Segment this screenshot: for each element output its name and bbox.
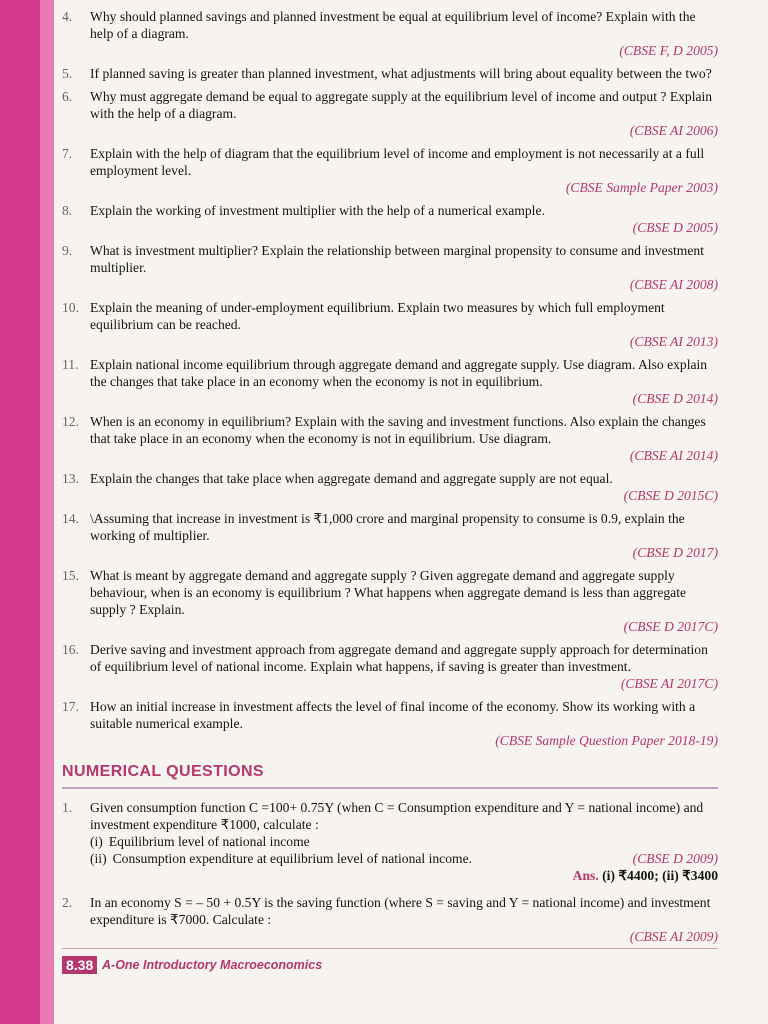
question-item xyxy=(62,65,718,82)
page-color-strip xyxy=(40,0,54,1024)
exam-reference: (CBSE D 2009) xyxy=(632,851,718,866)
question-text: Explain the working of investment multiplier with the help of a numerical example. xyxy=(90,203,545,218)
question-item xyxy=(62,8,718,59)
question-item xyxy=(62,88,718,139)
question-text: Given consumption function C =100+ 0.75Y (when C = Consumption expenditure and Y = national income) and investment expenditure ₹1000, calculate : xyxy=(90,800,704,832)
question-text: What is meant by aggregate demand and aggregate supply ? Given aggregate demand and aggregate supply behaviour, when is an economy is equilibrium ? What happens when aggregate demand is less than aggregate supply ? Explain. xyxy=(90,568,687,617)
question-text: Derive saving and investment approach from aggregate demand and aggregate supply approach for determination of equilibrium level of national income. Explain what happens, if saving is greater than investment. xyxy=(90,642,708,674)
question-list xyxy=(62,8,718,749)
page-content xyxy=(62,8,718,945)
sub-question-1 xyxy=(90,833,718,850)
page-number: 8.38 xyxy=(62,956,97,974)
question-text: Why should planned savings and planned investment be equal at equilibrium level of income? Explain with the help of a diagram. xyxy=(90,9,696,41)
sub-question-text: Equilibrium level of national income xyxy=(108,834,310,849)
question-item xyxy=(62,242,718,293)
sub-question-number: (i) xyxy=(90,834,103,849)
numerical-question-2 xyxy=(62,894,718,945)
exam-reference: (CBSE AI 2009) xyxy=(629,929,718,944)
question-number: 16. xyxy=(62,642,79,657)
question-number: 14. xyxy=(62,511,79,526)
question-text: Explain the meaning of under-employment equilibrium. Explain two measures by which full employment equilibrium can be reached. xyxy=(90,300,665,332)
question-item xyxy=(62,567,718,635)
question-text: Explain national income equilibrium through aggregate demand and aggregate supply. Use diagram. Also explain the changes that take place in an economy when the economy is not in equilibrium. xyxy=(90,357,708,389)
exam-reference: (CBSE Sample Paper 2003) xyxy=(565,180,718,195)
question-text: How an initial increase in investment affects the level of final income of the economy. Show its working with a suitable numerical example. xyxy=(90,699,696,731)
exam-reference: (CBSE Sample Question Paper 2018-19) xyxy=(495,733,718,748)
question-text: When is an economy in equilibrium? Explain with the saving and investment functions. Also explain the changes that take place in an economy when the economy is not in equilibrium. Use diagram. xyxy=(90,414,706,446)
question-item xyxy=(62,510,718,561)
question-number: 11. xyxy=(62,357,79,372)
question-number: 13. xyxy=(62,471,79,486)
numerical-question-1 xyxy=(62,799,718,884)
question-text: Explain the changes that take place when aggregate demand and aggregate supply are not equal. xyxy=(90,471,613,486)
question-number: 1. xyxy=(62,800,73,815)
exam-reference: (CBSE D 2015C) xyxy=(623,488,718,503)
question-item xyxy=(62,698,718,749)
question-item xyxy=(62,145,718,196)
exam-reference: (CBSE D 2017) xyxy=(632,545,718,560)
question-item xyxy=(62,356,718,407)
answer-label: Ans. xyxy=(572,868,599,883)
exam-reference: (CBSE D 2014) xyxy=(632,391,718,406)
answer-text: (i) ₹4400; (ii) ₹3400 xyxy=(602,868,718,883)
question-text: Explain with the help of diagram that the equilibrium level of income and employment is not necessarily at a full employment level. xyxy=(90,146,705,178)
question-number: 6. xyxy=(62,89,73,104)
exam-reference: (CBSE AI 2008) xyxy=(629,277,718,292)
question-number: 4. xyxy=(62,9,73,24)
question-text: If planned saving is greater than planned investment, what adjustments will bring about equality between the two? xyxy=(90,66,712,81)
question-item xyxy=(62,470,718,504)
question-number: 12. xyxy=(62,414,79,429)
exam-reference: (CBSE AI 2006) xyxy=(629,123,718,138)
question-item xyxy=(62,641,718,692)
question-item xyxy=(62,202,718,236)
question-number: 15. xyxy=(62,568,79,583)
question-text: \Assuming that increase in investment is ₹1,000 crore and marginal propensity to consume is 0.9, explain the working of multiplier. xyxy=(90,511,685,543)
section-heading-numerical: NUMERICAL QUESTIONS xyxy=(62,763,718,789)
question-number: 17. xyxy=(62,699,79,714)
question-number: 5. xyxy=(62,66,73,81)
question-text: Why must aggregate demand be equal to aggregate supply at the equilibrium level of income and output ? Explain with the help of a diagram. xyxy=(90,89,713,121)
question-item xyxy=(62,299,718,350)
sub-question-text: Consumption expenditure at equilibrium level of national income. xyxy=(112,851,473,866)
question-number: 10. xyxy=(62,300,79,315)
question-number: 8. xyxy=(62,203,73,218)
exam-reference: (CBSE AI 2017C) xyxy=(620,676,718,691)
sub-question-number: (ii) xyxy=(90,851,107,866)
sub-question-2 xyxy=(90,850,718,867)
exam-reference: (CBSE AI 2014) xyxy=(629,448,718,463)
book-title: A-One Introductory Macroeconomics xyxy=(102,958,323,972)
question-text: What is investment multiplier? Explain the relationship between marginal propensity to consume and investment multiplier. xyxy=(90,243,704,275)
exam-reference: (CBSE F, D 2005) xyxy=(619,43,718,58)
exam-reference: (CBSE D 2017C) xyxy=(623,619,718,634)
question-item xyxy=(62,413,718,464)
footer-rule xyxy=(62,948,718,949)
answer-line xyxy=(90,867,718,884)
question-number: 7. xyxy=(62,146,73,161)
question-number: 2. xyxy=(62,895,73,910)
exam-reference: (CBSE AI 2013) xyxy=(629,334,718,349)
question-text: In an economy S = – 50 + 0.5Y is the saving function (where S = saving and Y = national income) and investment expenditure is ₹7000. Calculate : xyxy=(90,895,711,927)
question-number: 9. xyxy=(62,243,73,258)
exam-reference: (CBSE D 2005) xyxy=(632,220,718,235)
